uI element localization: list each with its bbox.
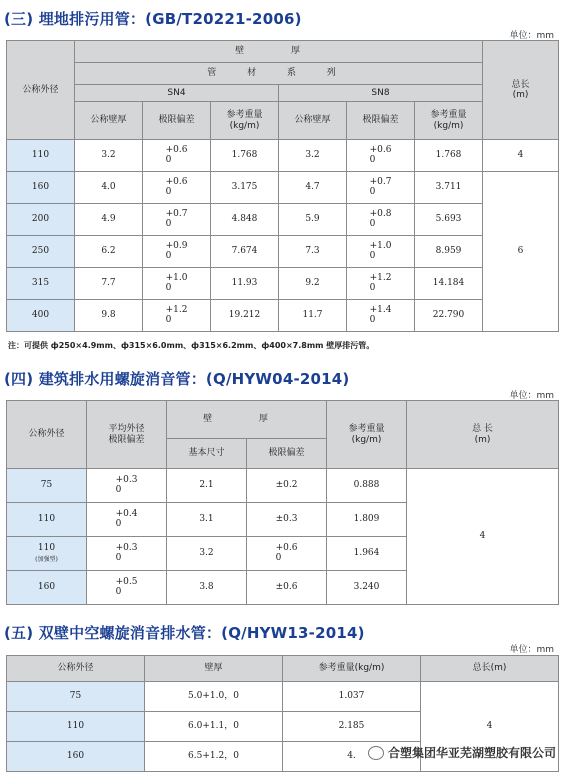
cell-sn8-tolerance: +1.2 0 (347, 268, 415, 300)
cell-sn4-tolerance: +0.7 0 (143, 204, 211, 236)
cell-weight: 1.964 (327, 537, 407, 571)
header-wall-thickness: 壁厚 (145, 656, 283, 682)
cell-basic-size: 3.8 (167, 571, 247, 605)
header-basic-size: 基本尺寸 (167, 439, 247, 469)
table-row (7, 140, 559, 172)
cell-diameter: 200 (7, 204, 75, 236)
section4-title: (四) 建筑排水用螺旋消音管：(Q/HYW04-2014) (4, 370, 350, 388)
section4-unit: 单位：mm (509, 391, 554, 401)
cell-diameter: 160 (7, 571, 87, 605)
cell-basic-size: 2.1 (167, 469, 247, 503)
cell-sn4-tolerance: +0.6 0 (143, 140, 211, 172)
cell-diameter: 110 (加强型) (7, 537, 87, 571)
table-row (7, 204, 559, 236)
header-sn8: SN8 (279, 85, 483, 102)
section5-title: (五) 双壁中空螺旋消音排水管：(Q/HYW13-2014) (4, 624, 365, 642)
cell-wall: 6.0+1.1，0 (145, 712, 283, 742)
table-row (7, 268, 559, 300)
cell-wall: 6.5+1.2，0 (145, 742, 283, 772)
cell-weight: 4. (283, 742, 421, 772)
header-sn4-tolerance: 极限偏差 (143, 102, 211, 140)
header-tolerance: 极限偏差 (247, 439, 327, 469)
cell-sn8-thickness: 7.3 (279, 236, 347, 268)
cell-basic-size: 3.2 (167, 537, 247, 571)
cell-sn8-weight: 5.693 (415, 204, 483, 236)
cell-sn4-weight: 1.768 (211, 140, 279, 172)
cell-sn4-tolerance: +1.2 0 (143, 300, 211, 332)
cell-sn8-tolerance: +1.4 0 (347, 300, 415, 332)
cell-sn8-thickness: 5.9 (279, 204, 347, 236)
cell-total-length: 4 (407, 469, 559, 605)
cell-tolerance: ±0.3 (247, 503, 327, 537)
wechat-icon (368, 746, 384, 760)
cell-diameter: 160 (7, 742, 145, 772)
header-weight: 参考重量(kg/m) (283, 656, 421, 682)
header-total-length: 总长(m) (421, 656, 559, 682)
cell-sn4-weight: 19.212 (211, 300, 279, 332)
header-sn8-thickness: 公称壁厚 (279, 102, 347, 140)
cell-sn8-weight: 1.768 (415, 140, 483, 172)
table-row (7, 682, 559, 712)
cell-diameter: 110 (7, 503, 87, 537)
cell-tolerance: ±0.6 (247, 571, 327, 605)
section3-note: 注：可提供 ф250×4.9mm、ф315×6.0mm、ф315×6.2mm、ф400×7.8mm 壁厚排污管。 (8, 341, 375, 350)
cell-weight: 3.240 (327, 571, 407, 605)
cell-sn8-thickness: 3.2 (279, 140, 347, 172)
cell-sn8-thickness: 11.7 (279, 300, 347, 332)
header-wall-thickness: 壁 厚 (75, 41, 483, 63)
section3-title: (三) 埋地排污用管：(GB/T20221-2006) (4, 10, 302, 28)
cell-total-length: 4 (421, 682, 559, 772)
cell-sn4-weight: 11.93 (211, 268, 279, 300)
header-sn8-tolerance: 极限偏差 (347, 102, 415, 140)
header-nominal-diameter: 公称外径 (7, 401, 87, 469)
cell-avg-tolerance: +0.4 0 (87, 503, 167, 537)
header-sn4-thickness: 公称壁厚 (75, 102, 143, 140)
header-total-length: 总 长 (m) (407, 401, 559, 469)
cell-total-length: 4 (483, 140, 559, 172)
cell-sn8-tolerance: +0.8 0 (347, 204, 415, 236)
header-pipe-series: 管 材 系 列 (75, 63, 483, 85)
header-nominal-diameter: 公称外径 (7, 41, 75, 140)
cell-wall: 5.0+1.0，0 (145, 682, 283, 712)
cell-sn4-weight: 3.175 (211, 172, 279, 204)
cell-weight: 1.037 (283, 682, 421, 712)
watermark (368, 744, 556, 761)
cell-avg-tolerance: +0.5 0 (87, 571, 167, 605)
cell-sn8-thickness: 9.2 (279, 268, 347, 300)
cell-diameter: 160 (7, 172, 75, 204)
section5-unit: 单位：mm (509, 645, 554, 655)
header-avg-diameter-tolerance: 平均外径 极限偏差 (87, 401, 167, 469)
table-row (7, 236, 559, 268)
cell-sn4-tolerance: +0.9 0 (143, 236, 211, 268)
table-spiral-drain (6, 400, 559, 605)
header-wall-thickness: 壁 厚 (167, 401, 327, 439)
cell-weight: 0.888 (327, 469, 407, 503)
header-nominal-diameter: 公称外径 (7, 656, 145, 682)
cell-sn8-weight: 3.711 (415, 172, 483, 204)
cell-diameter: 75 (7, 469, 87, 503)
cell-sn4-weight: 4.848 (211, 204, 279, 236)
cell-sn4-thickness: 6.2 (75, 236, 143, 268)
cell-sn4-thickness: 4.0 (75, 172, 143, 204)
section3-unit: 单位：mm (509, 31, 554, 41)
header-total-length: 总长 (m) (483, 41, 559, 140)
cell-diameter: 315 (7, 268, 75, 300)
header-weight: 参考重量 (kg/m) (327, 401, 407, 469)
cell-sn8-tolerance: +1.0 0 (347, 236, 415, 268)
cell-sn8-weight: 22.790 (415, 300, 483, 332)
cell-sn8-thickness: 4.7 (279, 172, 347, 204)
header-sn8-weight: 参考重量 (kg/m) (415, 102, 483, 140)
header-sn4: SN4 (75, 85, 279, 102)
cell-sn4-tolerance: +1.0 0 (143, 268, 211, 300)
cell-sn4-thickness: 7.7 (75, 268, 143, 300)
cell-sn4-thickness: 9.8 (75, 300, 143, 332)
table-row (7, 300, 559, 332)
cell-tolerance: +0.6 0 (247, 537, 327, 571)
cell-diameter: 110 (7, 712, 145, 742)
cell-diameter: 110 (7, 140, 75, 172)
cell-basic-size: 3.1 (167, 503, 247, 537)
cell-avg-tolerance: +0.3 0 (87, 469, 167, 503)
cell-sn4-tolerance: +0.6 0 (143, 172, 211, 204)
cell-diameter: 400 (7, 300, 75, 332)
cell-diameter: 250 (7, 236, 75, 268)
table-row (7, 172, 559, 204)
cell-sn4-thickness: 4.9 (75, 204, 143, 236)
cell-weight: 2.185 (283, 712, 421, 742)
cell-sn4-thickness: 3.2 (75, 140, 143, 172)
cell-total-length: 6 (483, 172, 559, 332)
cell-sn8-weight: 14.184 (415, 268, 483, 300)
cell-diameter: 75 (7, 682, 145, 712)
cell-sn8-tolerance: +0.6 0 (347, 140, 415, 172)
header-sn4-weight: 参考重量 (kg/m) (211, 102, 279, 140)
cell-sn4-weight: 7.674 (211, 236, 279, 268)
cell-weight: 1.809 (327, 503, 407, 537)
table-buried-sewage (6, 40, 559, 332)
watermark-text: 合塑集团华亚芜湖塑胶有限公司 (387, 746, 556, 760)
cell-sn8-weight: 8.959 (415, 236, 483, 268)
cell-avg-tolerance: +0.3 0 (87, 537, 167, 571)
table-row (7, 469, 559, 503)
cell-tolerance: ±0.2 (247, 469, 327, 503)
cell-sn8-tolerance: +0.7 0 (347, 172, 415, 204)
